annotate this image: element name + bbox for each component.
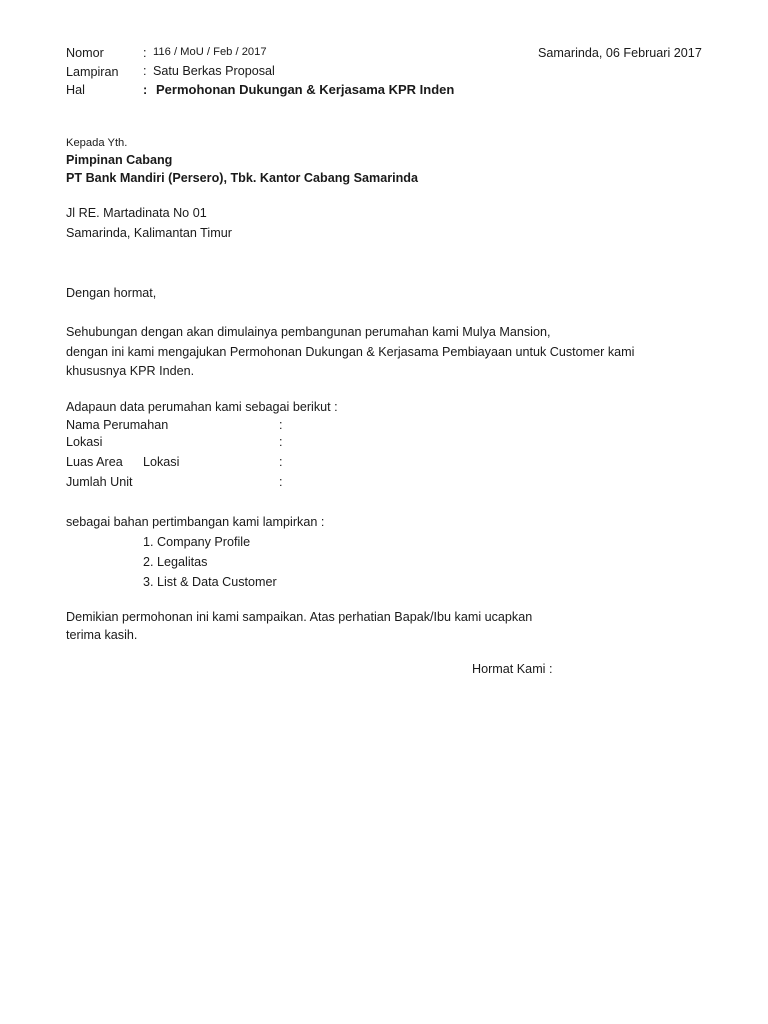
list-item: 3. List & Data Customer	[143, 575, 277, 589]
address-line-2: Samarinda, Kalimantan Timur	[66, 226, 232, 240]
nomor-value: 116 / MoU / Feb / 2017	[153, 46, 267, 58]
place-date: Samarinda, 06 Februari 2017	[538, 46, 702, 60]
field-luas-lokasi-label: Lokasi	[143, 455, 180, 469]
lampiran-colon: :	[143, 64, 147, 78]
list-item: 1. Company Profile	[143, 535, 251, 549]
field-luas-colon: :	[279, 455, 283, 469]
field-nama-colon: :	[279, 418, 283, 432]
recipient-company: PT Bank Mandiri (Persero), Tbk. Kantor Cabang Samarinda	[66, 171, 418, 185]
data-intro: Adapaun data perumahan kami sebagai berikut :	[66, 400, 338, 414]
field-jumlah-colon: :	[279, 475, 283, 489]
attach-intro: sebagai bahan pertimbangan kami lampirkan :	[66, 515, 325, 529]
signoff: Hormat Kami :	[472, 662, 553, 676]
field-lokasi-label: Lokasi	[66, 435, 103, 449]
para1-line1: Sehubungan dengan akan dimulainya pembangunan perumahan kami Mulya Mansion,	[66, 325, 551, 339]
nomor-colon: :	[143, 46, 147, 60]
recipient-name: Pimpinan Cabang	[66, 153, 173, 167]
lampiran-value: Satu Berkas Proposal	[153, 64, 275, 78]
para1-line2: dengan ini kami mengajukan Permohonan Dukungan & Kerjasama Pembiayaan untuk Customer kami	[66, 345, 635, 359]
hal-colon: :	[143, 83, 148, 97]
field-jumlah-label: Jumlah Unit	[66, 475, 133, 489]
field-luas-area-label: Luas Area	[66, 455, 123, 469]
closing-line-1: Demikian permohonan ini kami sampaikan. Atas perhatian Bapak/Ibu kami ucapkan	[66, 610, 533, 624]
list-item: 2. Legalitas	[143, 555, 208, 569]
field-nama-label: Nama Perumahan	[66, 418, 169, 432]
hal-value: Permohonan Dukungan & Kerjasama KPR Inden	[156, 82, 455, 97]
hal-label: Hal	[66, 83, 85, 97]
kepada-yth: Kepada Yth.	[66, 137, 128, 149]
greeting: Dengan hormat,	[66, 286, 157, 300]
para1-line3: khususnya KPR Inden.	[66, 364, 195, 378]
lampiran-label: Lampiran	[66, 65, 119, 79]
address-line-1: Jl RE. Martadinata No 01	[66, 206, 207, 220]
nomor-label: Nomor	[66, 46, 104, 60]
field-lokasi-colon: :	[279, 435, 283, 449]
closing-line-2: terima kasih.	[66, 628, 138, 642]
